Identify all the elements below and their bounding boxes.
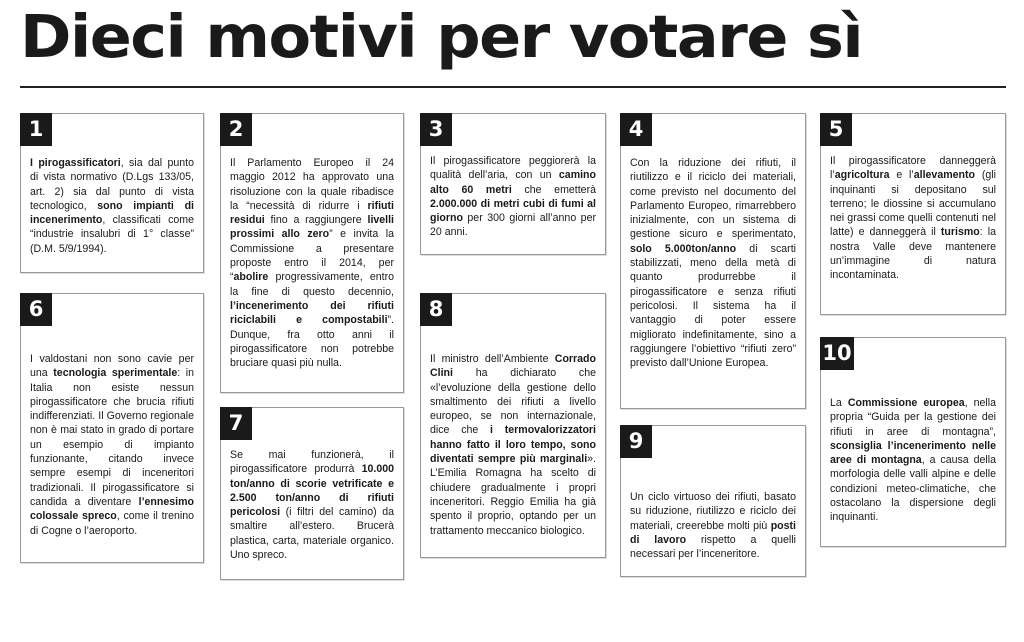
text-segment: , classificati come “industrie insalubri di 1° classe” (D.M. 5/9/1994). xyxy=(30,214,194,255)
motivo-number: 6 xyxy=(20,293,52,326)
bold-text-segment: Corrado Clini xyxy=(430,353,596,380)
bold-text-segment: camino alto 60 metri xyxy=(430,169,596,196)
bold-text-segment: l’incenerimento dei rifiuti riciclabili e compostabili xyxy=(230,299,394,327)
text-segment: , sia dal punto di vista normativo (D.Lgs 133/05, art. 2) sia dal punto di vista tecnologico, xyxy=(30,157,194,212)
text-segment: Un ciclo virtuoso dei rifiuti, basato su riduzione, riutilizzo e riciclo dei materiali, creerebbe molti più xyxy=(630,491,796,532)
bold-text-segment: livelli prossimi allo zero xyxy=(230,214,394,241)
text-segment: e l’ xyxy=(889,169,914,182)
motivo-number: 8 xyxy=(420,293,452,326)
text-segment: (gli inquinanti si depositano sul terreno; le diossine si accumulano nei grassi come quelli contenuti nel latte) e danneggerà il xyxy=(830,169,996,239)
motivo-card-4 xyxy=(620,113,806,409)
text-segment: ” e invita la Commissione a presentare proposte entro il 2014, per “ xyxy=(230,228,394,284)
text-segment: Il ministro dell’Ambiente xyxy=(430,353,555,365)
motivo-number: 5 xyxy=(820,113,852,146)
motivo-text xyxy=(430,154,596,240)
bold-text-segment: allevamento xyxy=(913,169,976,182)
bold-text-segment: tecnologia sperimentale xyxy=(53,367,178,380)
motivo-text xyxy=(830,396,996,525)
bold-text-segment: 2.000.000 di metri cubi di fumi al giorno xyxy=(430,197,596,225)
text-segment: La xyxy=(830,397,848,409)
motivo-card-9 xyxy=(620,425,806,577)
bold-text-segment: agricoltura xyxy=(834,169,890,182)
bold-text-segment: i termovalorizzatori hanno fatto il loro tempo, sono diventati sempre più marginali xyxy=(430,424,596,466)
bold-text-segment: posti di lavoro xyxy=(630,519,796,546)
motivo-number: 9 xyxy=(620,425,652,458)
text-segment: Il Parlamento Europeo il 24 maggio 2012 ha approvato una risoluzione con la quale ribadisce la “necessità di ridurre i xyxy=(230,157,394,212)
text-segment: Il pirogassificatore peggiorerà la qualità dell’aria, con un xyxy=(430,155,596,182)
bold-text-segment: turismo xyxy=(940,226,980,239)
text-segment: ha dichiarato che «l’evoluzione della gestione dello smaltimento dei rifiuti a livello europeo, se non internazionale, dice che xyxy=(430,367,596,437)
text-segment: , a causa della morfologia delle valli alpine e delle condizioni meteo-climatiche, che ostacolano la dispersione degli inquinanti. xyxy=(830,454,996,524)
motivo-text xyxy=(830,154,996,283)
bold-text-segment: sono impianti di incenerimento xyxy=(30,199,194,227)
motivo-number: 1 xyxy=(20,113,52,146)
text-segment: I valdostani non sono cavie per una xyxy=(30,353,194,380)
motivo-text xyxy=(30,156,194,256)
text-segment: per 300 giorni all’anno per 20 anni. xyxy=(430,212,596,239)
motivo-card-7 xyxy=(220,407,404,580)
motivo-card-8 xyxy=(420,293,606,558)
page-title: Dieci motivi per votare sì xyxy=(20,1,863,72)
motivo-card-2 xyxy=(220,113,404,393)
bold-text-segment: sconsiglia l’incenerimento nelle aree di montagna xyxy=(830,439,996,467)
text-segment: Con la riduzione dei rifiuti, il riutilizzo e il riciclo dei materiali, come previsto nel documento del Parlamento Europeo, rimarrebbero inizialmente, con un sistema di gestione sicuro e sperimentato, xyxy=(630,157,796,241)
motivo-number: 4 xyxy=(620,113,652,146)
motivo-number: 7 xyxy=(220,407,252,440)
motivo-text xyxy=(430,352,596,538)
bold-text-segment: Commissione europea xyxy=(847,397,965,409)
text-segment: di scarti stabilizzati, meno della metà di quanto produrrebbe il pirogassificatore e senza rifiuti pericolosi. Il sistema ha il vantaggio di poter essere migliorato indefinitamente, sino a raggiungere l’obiettivo “rifiuti zero” previsto dall’Unione Europea. xyxy=(630,242,796,370)
text-segment: : la nostra Valle deve mantenere un’immagine di natura incontaminata. xyxy=(830,226,996,282)
text-segment: : in Italia non esiste nessun pirogassificatore che brucia rifiuti indifferenziati. Il Governo regionale non è mai stato in grado di portare un esempio di impianto funzionante, citando invece sempre esempi di inceneritori tradizionali. Il pirogassificatore si candida a diventare xyxy=(30,367,195,508)
text-segment: , nella propria “Guida per la gestione dei rifiuti in aree di montagna”, xyxy=(830,397,996,438)
text-segment: progressivamente, entro la fine di questo decennio, xyxy=(230,271,394,298)
motivo-text xyxy=(230,156,394,370)
text-segment: (i filtri del camino) da smaltire all’estero. Brucerà plastica, carta, materiale organico. Uno spreco. xyxy=(230,506,394,562)
motivo-card-6 xyxy=(20,293,204,563)
title-divider xyxy=(20,86,1006,88)
bold-text-segment: solo 5.000ton/anno xyxy=(630,242,737,255)
bold-text-segment: abolire xyxy=(233,271,269,284)
bold-text-segment: I pirogassificatori xyxy=(30,157,121,169)
motivo-number: 10 xyxy=(820,337,854,370)
text-segment: , come il trenino di Cogne o l’aeroporto. xyxy=(30,510,194,537)
text-segment: ». L’Emilia Romagna ha scelto di chiudere gradualmente i propri inceneritori. Reggio Emilia ha già spento il proprio, optando per un trattamento meccanico biologico. xyxy=(430,453,596,537)
bold-text-segment: 10.000 ton/anno di scorie vetrificate e 2.500 ton/anno di rifiuti pericolosi xyxy=(230,463,394,519)
motivo-text xyxy=(630,490,796,561)
text-segment: ”. Dunque, fra otto anni il pirogassificatore non potrebbe bruciare quasi più nulla. xyxy=(230,314,394,370)
motivo-card-3 xyxy=(420,113,606,255)
text-segment: Il pirogassificatore danneggerà l’ xyxy=(830,155,996,182)
text-segment: Se mai funzionerà, il pirogassificatore produrrà xyxy=(230,449,394,476)
motivo-text xyxy=(30,352,194,538)
text-segment: rispetto a quelli necessari per l’inceneritore. xyxy=(630,533,796,561)
bold-text-segment: rifiuti residui xyxy=(230,199,394,227)
text-segment: che emetterà xyxy=(511,183,596,196)
motivo-number: 2 xyxy=(220,113,252,146)
motivo-card-10 xyxy=(820,337,1006,547)
motivo-card-5 xyxy=(820,113,1006,315)
bold-text-segment: l’ennesimo colossale spreco xyxy=(30,495,194,523)
motivo-card-1 xyxy=(20,113,204,273)
motivo-number: 3 xyxy=(420,113,452,146)
motivo-text xyxy=(230,448,394,562)
text-segment: fino a raggiungere xyxy=(264,214,368,227)
motivo-text xyxy=(630,156,796,370)
